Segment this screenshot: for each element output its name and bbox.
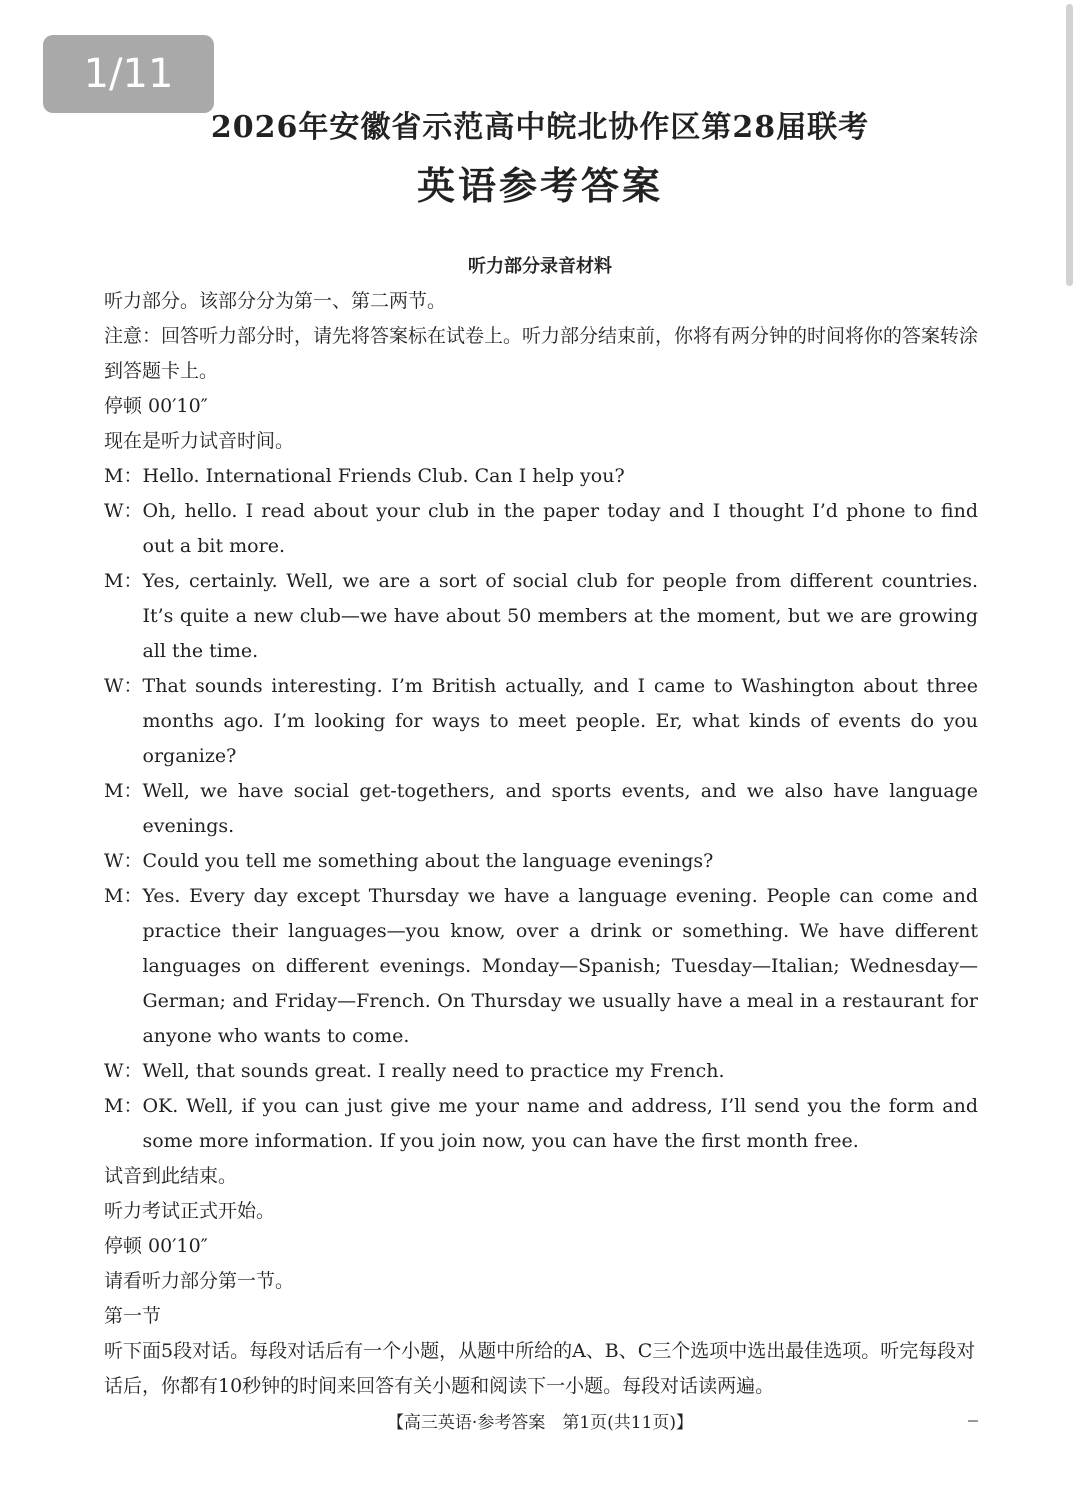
paragraph: 注意：回答听力部分时，请先将答案标在试卷上。听力部分结束前，你将有两分钟的时间将你的答案转涂到答题卡上。 (104, 325, 979, 382)
speaker-label: M： (104, 1095, 143, 1117)
section-heading: 听力部分录音材料 (468, 256, 612, 277)
paragraph: 现在是听力试音时间。 (104, 430, 295, 452)
paragraph: 听下面5段对话。每段对话后有一个小题，从题中所给的A、B、C三个选项中选出最佳选项。听完每段对话后，你都有10秒钟的时间来回答有关小题和阅读下一小题。每段对话读两遍。 (104, 1340, 976, 1397)
dialogue-text: That sounds interesting. I’m British actually, and I came to Washington about three months ago. I’m looking for ways to meet people. Er, what kinds of events do you organize? (142, 675, 978, 767)
dialogue-line (104, 564, 978, 669)
document-title: 2026年安徽省示范高中皖北协作区第28届联考 (210, 110, 870, 145)
paragraph: 请看听力部分第一节。 (104, 1270, 295, 1292)
page-footer: 【高三英语·参考答案 第1页(共11页)】 (386, 1413, 694, 1433)
dialogue-text: Well, we have social get-togethers, and sports events, and we also have language evenings. (142, 780, 978, 837)
dialogue-line (104, 844, 978, 879)
dialogue-line (104, 669, 978, 774)
paragraph: 试音到此结束。 (104, 1165, 238, 1187)
speaker-label: W： (104, 500, 143, 522)
speaker-label: M： (104, 885, 143, 907)
footer-mark (968, 1420, 978, 1422)
dialogue-line (104, 494, 978, 564)
speaker-label: W： (104, 850, 143, 872)
dialogue-line (104, 1054, 978, 1089)
dialogue-text: OK. Well, if you can just give me your name and address, I’ll send you the form and some more information. If you join now, you can have the first month free. (142, 1095, 978, 1152)
dialogue-text: Hello. International Friends Club. Can I help you? (142, 465, 625, 487)
speaker-label: W： (104, 675, 143, 697)
dialogue-line (104, 774, 978, 844)
dialogue-line (104, 459, 978, 494)
document-subtitle: 英语参考答案 (416, 163, 663, 208)
dialogue-text: Oh, hello. I read about your club in the paper today and I thought I’d phone to find out a bit more. (142, 500, 978, 557)
dialogue-text: Yes. Every day except Thursday we have a language evening. People can come and practice their languages—you know, over a drink or something. We have different languages on different evenings. Monday—Spanish; Tuesday—Italian; Wednesday—German; and Friday—French. On Thursday we usually have a meal in a restaurant for anyone who wants to come. (142, 885, 978, 1047)
speaker-label: M： (104, 465, 143, 487)
dialogue-text: Well, that sounds great. I really need to practice my French. (142, 1060, 725, 1082)
paragraph: 停顿 00′10″ (104, 395, 208, 417)
page-indicator: 1/11 (43, 35, 214, 113)
dialogue-text: Yes, certainly. Well, we are a sort of social club for people from different countries. It’s quite a new club—we have about 50 members at the moment, but we are growing all the time. (142, 570, 978, 662)
paragraph: 第一节 (104, 1305, 162, 1327)
dialogue-line (104, 1089, 978, 1159)
speaker-label: M： (104, 570, 143, 592)
speaker-label: W： (104, 1060, 143, 1082)
paragraph: 停顿 00′10″ (104, 1235, 208, 1257)
speaker-label: M： (104, 780, 143, 802)
dialogue-text: Could you tell me something about the language evenings? (142, 850, 714, 872)
paragraph: 听力考试正式开始。 (104, 1200, 276, 1222)
paragraph: 听力部分。该部分分为第一、第二两节。 (104, 290, 447, 312)
dialogue-line (104, 879, 978, 1054)
transcript-body (104, 284, 978, 1404)
